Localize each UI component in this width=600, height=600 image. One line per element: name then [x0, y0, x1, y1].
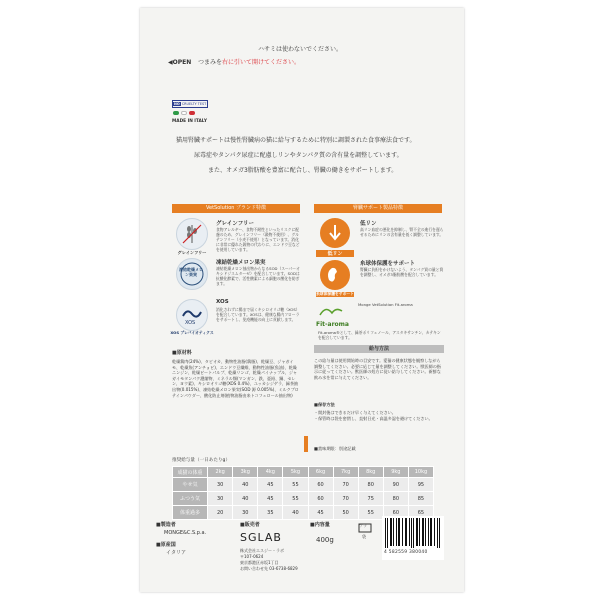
weight-9kg: 9kg	[383, 467, 408, 478]
seller-company: 株式会社エスジー・ラボ	[240, 548, 284, 553]
fit-aroma-text: Fit-aroma®として、緑茶ポリフェノール、アスタキサンチン、カテキンを配合しています。	[318, 330, 441, 340]
row-label: やせ気	[173, 478, 208, 492]
ingredients-header: ■原材料	[172, 350, 192, 356]
vetsolution-section-header: VetSolution ブランド特徴	[172, 204, 300, 213]
seller-address-2: 東京都港区赤坂1丁目	[240, 560, 279, 565]
table-cell: 60	[308, 478, 333, 492]
table-cell: 70	[333, 492, 358, 506]
table-cell: 60	[383, 506, 408, 520]
table-cell: 80	[383, 492, 408, 506]
svg-text:XOS: XOS	[185, 320, 196, 326]
weight-5kg: 5kg	[283, 467, 308, 478]
table-cell: 45	[258, 478, 283, 492]
open-instruction: つまみを右に引いて開けてください。	[198, 59, 301, 66]
table-cell: 45	[308, 506, 333, 520]
xos-prebiotics-icon	[176, 299, 208, 331]
grain-free-icon-label: グレインフリー	[177, 250, 207, 255]
table-cell: 40	[283, 506, 308, 520]
weight-3kg: 3kg	[233, 467, 258, 478]
seller-address: 〒107-0624	[240, 554, 264, 559]
table-row	[173, 492, 434, 506]
italy-flag-icon	[173, 109, 195, 117]
seller-contact: お問い合わせ先 03-6738-6829	[240, 566, 298, 571]
weight-6kg: 6kg	[308, 467, 333, 478]
feeding-table-header-label: 成猫の体重	[173, 467, 208, 478]
xos-title: XOS	[216, 299, 229, 305]
table-cell: 40	[233, 478, 258, 492]
grain-free-icon	[176, 218, 208, 250]
melon-text: 凍結乾燥メロン抽出物からなるSOD（スーパーオキシドジスムターゼ）を配合しています。SODは抗酸化酵素で、活性酸素による細胞の酸化を防ぎます。	[216, 266, 300, 286]
intro-line-3: また、オメガ3脂肪酸を豊富に配合し、腎臓の働きをサポートします。	[208, 167, 398, 174]
feeding-method-text: この給与量は使用開始時の目安です。愛猫の健康状態を観察しながら調整してください。必要に応じて量を調整してください。獣医師の指示に従ってください。獣医師の処方に従い給与してください。新鮮な飲み水を常に与えてください。	[314, 358, 441, 380]
content-amount: 400g	[316, 536, 334, 544]
origin-label: ■原産国	[156, 542, 176, 548]
table-cell: 75	[358, 492, 383, 506]
low-phosphorus-text: 高リン血症の悪化を抑制し、腎不全の進行を遅らせるためにリンの含有量を低く調整しています。	[360, 227, 444, 237]
fit-aroma-caption: Monge VetSolution Fit-aroma	[358, 302, 413, 307]
no-cruelty-test-badge: NO CRUELTY TEST	[174, 102, 207, 106]
weight-4kg: 4kg	[258, 467, 283, 478]
xos-text: 消化されずに腸まで届くキシロオリゴ糖（XOS）を配合しています。XOSは、健康な腸内フローラをサポートし、免疫機能の向上に貢献します。	[216, 307, 300, 322]
expiry-note: ■賞味期限：別途記載	[314, 446, 356, 451]
feeding-table-caption: 推奨給与量（一日あたりg）	[172, 458, 231, 463]
grain-free-title: グレインフリー	[216, 221, 255, 227]
manufacturer-name: MONGE&C.S.p.a.	[164, 530, 207, 536]
feeding-table	[172, 466, 434, 520]
open-label: ◀OPEN	[168, 59, 192, 66]
table-cell: 55	[283, 478, 308, 492]
kidney-section-header: 腎臓サポート製品特徴	[314, 204, 442, 213]
kidney-protection-icon-label: 糸球体保護をサポート	[316, 291, 354, 296]
melon-title: 凍結乾燥メロン果実	[216, 260, 266, 266]
intro-line-2: 尿毒症やタンパク尿症に配慮しリンやタンパク質の含有量を調整しています。	[194, 152, 403, 159]
table-cell: 95	[408, 478, 433, 492]
row-label: 体重過多	[173, 506, 208, 520]
row-label: ふつう気	[173, 492, 208, 506]
table-cell: 45	[258, 492, 283, 506]
table-cell: 85	[408, 492, 433, 506]
low-phosphorus-icon	[320, 218, 350, 248]
scissors-notice: ハサミは使わないでください。	[258, 46, 343, 53]
table-cell: 40	[233, 492, 258, 506]
table-cell: 55	[283, 492, 308, 506]
storage-line-1: ・開封後はできるだけ早く与えてください。	[314, 410, 396, 415]
table-cell: 60	[308, 492, 333, 506]
feeding-method-header: 給与方法	[314, 345, 444, 353]
weight-8kg: 8kg	[358, 467, 383, 478]
weight-10kg: 10kg	[408, 467, 433, 478]
ingredients-text: 乾燥鶏肉(24%)、タピオカ、動物性油脂(鶏脂)、乾燥豆、ジャガイモ、乾燥魚(アンチョビ)、エンドウ豆繊維、動物性油脂(魚油)、乾燥ニンジン、乾燥ビートパルプ、乾燥リンゴ、乾燥パイナップル、ジャガイモタンパク濃縮物、ミネラル類(マンガン、鉄、亜鉛、銅、セレン、ヨウ素)、キシロオリゴ糖(XOS 0.4%)、ユッカシジゲラ、緑茶抽出物(0.015%)、凍結乾燥メロン果実(SOD 源 0.005%)、ミルクプロテインパウダー、酸化防止剤(植物油脂由来トコフェロール抽出物)	[172, 359, 299, 398]
recycle-mark-icon: プラ 袋	[356, 520, 374, 540]
kidney-protection-icon	[320, 260, 350, 290]
barcode: 4 582559 380040	[382, 516, 444, 560]
table-cell: 50	[333, 506, 358, 520]
origin-country: イタリア	[166, 550, 187, 556]
kidney-protection-text: 腎臓に負担をかけないよう、タンパク質の量と質を調整し、オメガ3脂肪酸を配合しています。	[360, 267, 444, 277]
feeding-table-header-row	[173, 467, 434, 478]
made-in-italy: MADE IN ITALY	[172, 119, 207, 124]
table-cell: 30	[233, 506, 258, 520]
table-cell: 65	[408, 506, 433, 520]
freeze-dried-melon-icon-label: 凍結乾燥メロン果実	[179, 267, 203, 277]
low-phosphorus-icon-label: 低リン	[316, 250, 354, 257]
intro-line-1: 猫用腎臓サポートは慢性腎臓病の猫に給与するために特別に調製された食事療法食です。	[176, 137, 416, 144]
content-label: ■内容量	[310, 522, 330, 528]
package-back	[140, 8, 464, 592]
kidney-protection-title: 糸球体保護をサポート	[360, 261, 416, 267]
seller-logo: SGLAB	[240, 531, 282, 544]
storage-header: ■保存方法	[314, 402, 335, 407]
table-cell: 90	[383, 478, 408, 492]
table-cell: 20	[208, 506, 233, 520]
table-cell: 35	[258, 506, 283, 520]
table-cell: 80	[358, 478, 383, 492]
table-cell: 30	[208, 478, 233, 492]
seller-label: ■販売者	[240, 522, 260, 528]
xos-icon-label: XOS プレバイオティクス	[170, 330, 214, 335]
table-row	[173, 478, 434, 492]
grain-free-text: 食物アレルギー、食物不耐性といったリスクに配慮のため、グレインフリー（穀物不使用）、グルテンフリー（小麦不使用）となっています。消化に非常に優れた穀物の代わりに、エンドウ豆などを使用しています。	[216, 227, 300, 252]
low-phosphorus-title: 低リン	[360, 221, 377, 227]
table-cell: 30	[208, 492, 233, 506]
weight-2kg: 2kg	[208, 467, 233, 478]
storage-line-2: ・保管時は袋を密閉し、直射日光・高温多湿を避けてください。	[314, 416, 433, 421]
table-cell: 70	[333, 478, 358, 492]
manufacturer-label: ■製造者	[156, 522, 176, 528]
weight-7kg: 7kg	[333, 467, 358, 478]
table-cell: 55	[358, 506, 383, 520]
orange-accent	[304, 436, 308, 452]
fit-aroma-logo: Fit-aroma	[316, 302, 356, 328]
